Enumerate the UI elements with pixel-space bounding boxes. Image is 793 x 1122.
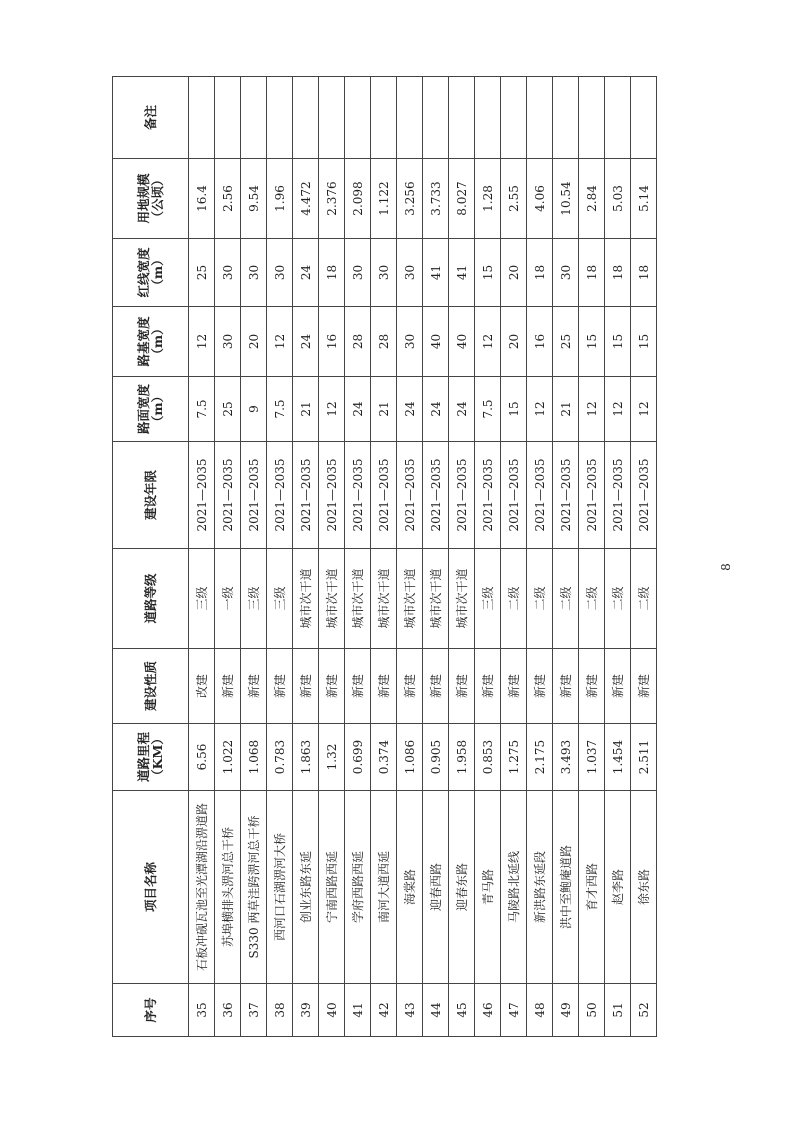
table-row (319, 77, 345, 1037)
cell-land: 2.55 (501, 159, 527, 239)
cell-period: 2021—2035 (501, 442, 527, 549)
cell-remarks (215, 77, 241, 159)
cell-seq: 48 (527, 984, 553, 1037)
cell-subgrade: 30 (215, 307, 241, 377)
cell-nature: 新建 (215, 649, 241, 724)
cell-redline: 24 (293, 239, 319, 307)
header-period: 建设年限 (113, 442, 189, 549)
cell-subgrade: 24 (293, 307, 319, 377)
cell-grade: 城市次干道 (423, 549, 449, 649)
cell-grade: 二级 (631, 549, 657, 649)
cell-length: 0.783 (267, 724, 293, 791)
cell-grade: 三级 (267, 549, 293, 649)
cell-land: 4.472 (293, 159, 319, 239)
cell-length: 3.493 (553, 724, 579, 791)
cell-subgrade: 20 (501, 307, 527, 377)
cell-remarks (527, 77, 553, 159)
cell-period: 2021—2035 (345, 442, 371, 549)
cell-length: 1.32 (319, 724, 345, 791)
cell-pavement: 9 (241, 377, 267, 442)
cell-length: 1.086 (397, 724, 423, 791)
cell-nature: 新建 (423, 649, 449, 724)
table-row (501, 77, 527, 1037)
cell-pavement: 12 (631, 377, 657, 442)
cell-name: 青马路 (475, 791, 501, 984)
table-body (189, 77, 657, 1037)
cell-remarks (631, 77, 657, 159)
cell-period: 2021—2035 (189, 442, 215, 549)
cell-pavement: 7.5 (267, 377, 293, 442)
cell-seq: 44 (423, 984, 449, 1037)
header-name: 项目名称 (113, 791, 189, 984)
cell-seq: 52 (631, 984, 657, 1037)
cell-land: 9.54 (241, 159, 267, 239)
cell-grade: 城市次干道 (293, 549, 319, 649)
cell-pavement: 21 (371, 377, 397, 442)
cell-period: 2021—2035 (371, 442, 397, 549)
cell-pavement: 12 (579, 377, 605, 442)
cell-redline: 18 (527, 239, 553, 307)
table-row (215, 77, 241, 1037)
cell-seq: 41 (345, 984, 371, 1037)
cell-pavement: 12 (605, 377, 631, 442)
cell-nature: 新建 (475, 649, 501, 724)
cell-redline: 30 (397, 239, 423, 307)
cell-period: 2021—2035 (605, 442, 631, 549)
cell-nature: 新建 (371, 649, 397, 724)
cell-pavement: 12 (319, 377, 345, 442)
header-redline-unit: （m） (149, 253, 165, 292)
cell-period: 2021—2035 (527, 442, 553, 549)
road-projects-table (112, 76, 657, 1037)
header-redline-label: 红线宽度 (135, 247, 151, 298)
header-subgrade-label: 路基宽度 (135, 316, 151, 367)
cell-subgrade: 15 (579, 307, 605, 377)
cell-name: 赵李路 (605, 791, 631, 984)
cell-remarks (189, 77, 215, 159)
cell-redline: 18 (605, 239, 631, 307)
cell-pavement: 7.5 (475, 377, 501, 442)
cell-pavement: 24 (345, 377, 371, 442)
cell-remarks (475, 77, 501, 159)
cell-name: 西河口石湖淠河大桥 (267, 791, 293, 984)
table-row (397, 77, 423, 1037)
cell-subgrade: 12 (267, 307, 293, 377)
cell-redline: 30 (267, 239, 293, 307)
cell-grade: 城市次干道 (319, 549, 345, 649)
cell-seq: 43 (397, 984, 423, 1037)
cell-land: 1.28 (475, 159, 501, 239)
cell-length: 1.863 (293, 724, 319, 791)
table-row (527, 77, 553, 1037)
cell-remarks (579, 77, 605, 159)
cell-remarks (293, 77, 319, 159)
table-row (579, 77, 605, 1037)
cell-subgrade: 25 (553, 307, 579, 377)
cell-seq: 46 (475, 984, 501, 1037)
cell-grade: 一级 (215, 549, 241, 649)
cell-seq: 35 (189, 984, 215, 1037)
cell-pavement: 12 (527, 377, 553, 442)
cell-length: 2.511 (631, 724, 657, 791)
header-nature: 建设性质 (113, 649, 189, 724)
cell-length: 0.905 (423, 724, 449, 791)
cell-seq: 36 (215, 984, 241, 1037)
cell-land: 8.027 (449, 159, 475, 239)
cell-remarks (345, 77, 371, 159)
cell-pavement: 7.5 (189, 377, 215, 442)
cell-redline: 20 (501, 239, 527, 307)
cell-name: 新洪路东延段 (527, 791, 553, 984)
header-length (113, 724, 189, 791)
cell-pavement: 24 (397, 377, 423, 442)
cell-period: 2021—2035 (241, 442, 267, 549)
cell-name: 育才西路 (579, 791, 605, 984)
table-row (449, 77, 475, 1037)
cell-pavement: 24 (423, 377, 449, 442)
cell-nature: 新建 (501, 649, 527, 724)
cell-subgrade: 12 (475, 307, 501, 377)
cell-length: 1.068 (241, 724, 267, 791)
cell-name: 学府西路西延 (345, 791, 371, 984)
cell-land: 1.122 (371, 159, 397, 239)
cell-length: 1.022 (215, 724, 241, 791)
table-row (345, 77, 371, 1037)
cell-period: 2021—2035 (423, 442, 449, 549)
cell-grade: 二级 (553, 549, 579, 649)
cell-remarks (319, 77, 345, 159)
cell-period: 2021—2035 (293, 442, 319, 549)
cell-seq: 45 (449, 984, 475, 1037)
cell-land: 2.84 (579, 159, 605, 239)
cell-grade: 三级 (475, 549, 501, 649)
cell-remarks (449, 77, 475, 159)
cell-grade: 二级 (501, 549, 527, 649)
cell-redline: 30 (215, 239, 241, 307)
header-seq: 序号 (113, 984, 189, 1037)
cell-length: 0.853 (475, 724, 501, 791)
cell-pavement: 25 (215, 377, 241, 442)
header-subgrade (113, 307, 189, 377)
cell-length: 1.958 (449, 724, 475, 791)
cell-grade: 城市次干道 (449, 549, 475, 649)
cell-redline: 18 (579, 239, 605, 307)
cell-seq: 40 (319, 984, 345, 1037)
cell-land: 2.098 (345, 159, 371, 239)
cell-land: 1.96 (267, 159, 293, 239)
cell-period: 2021—2035 (319, 442, 345, 549)
cell-name: 迎春西路 (423, 791, 449, 984)
cell-length: 0.699 (345, 724, 371, 791)
header-pavement-label: 路面宽度 (135, 384, 151, 435)
header-pavement (113, 377, 189, 442)
cell-period: 2021—2035 (215, 442, 241, 549)
cell-nature: 新建 (267, 649, 293, 724)
cell-period: 2021—2035 (475, 442, 501, 549)
cell-remarks (371, 77, 397, 159)
cell-land: 3.256 (397, 159, 423, 239)
cell-nature: 新建 (319, 649, 345, 724)
cell-seq: 49 (553, 984, 579, 1037)
cell-subgrade: 12 (189, 307, 215, 377)
cell-length: 1.037 (579, 724, 605, 791)
cell-name: 宁南西路西延 (319, 791, 345, 984)
cell-redline: 18 (319, 239, 345, 307)
cell-length: 0.374 (371, 724, 397, 791)
table-row (189, 77, 215, 1037)
cell-name: 徐东路 (631, 791, 657, 984)
cell-seq: 37 (241, 984, 267, 1037)
cell-redline: 30 (553, 239, 579, 307)
table-row (293, 77, 319, 1037)
cell-nature: 新建 (527, 649, 553, 724)
cell-nature: 新建 (345, 649, 371, 724)
cell-nature: 新建 (605, 649, 631, 724)
cell-grade: 二级 (605, 549, 631, 649)
cell-land: 4.06 (527, 159, 553, 239)
header-land-unit: （公顷） (149, 173, 165, 224)
header-grade: 道路等级 (113, 549, 189, 649)
cell-nature: 新建 (579, 649, 605, 724)
cell-redline: 25 (189, 239, 215, 307)
header-remarks: 备注 (113, 77, 189, 159)
cell-redline: 30 (371, 239, 397, 307)
table-row (423, 77, 449, 1037)
cell-grade: 城市次干道 (345, 549, 371, 649)
table-row (553, 77, 579, 1037)
cell-remarks (501, 77, 527, 159)
cell-name: 洪中至鲍庵道路 (553, 791, 579, 984)
cell-redline: 30 (241, 239, 267, 307)
cell-grade: 二级 (579, 549, 605, 649)
table-row (241, 77, 267, 1037)
cell-name: 马陵路北延线 (501, 791, 527, 984)
cell-name: 海棠路 (397, 791, 423, 984)
table-row (605, 77, 631, 1037)
cell-subgrade: 15 (631, 307, 657, 377)
cell-period: 2021—2035 (553, 442, 579, 549)
header-subgrade-unit: （m） (149, 322, 165, 361)
cell-pavement: 21 (553, 377, 579, 442)
cell-land: 2.56 (215, 159, 241, 239)
cell-land: 2.376 (319, 159, 345, 239)
cell-redline: 15 (475, 239, 501, 307)
cell-name: 石板冲砚瓦池至光潭湖沿淠道路 (189, 791, 215, 984)
cell-nature: 新建 (553, 649, 579, 724)
cell-land: 16.4 (189, 159, 215, 239)
cell-subgrade: 28 (345, 307, 371, 377)
cell-grade: 三级 (241, 549, 267, 649)
cell-nature: 新建 (449, 649, 475, 724)
cell-name: 苏埠横排头淠河总干桥 (215, 791, 241, 984)
cell-grade: 城市次干道 (371, 549, 397, 649)
cell-name: 南河大道西延 (371, 791, 397, 984)
cell-remarks (397, 77, 423, 159)
cell-nature: 新建 (293, 649, 319, 724)
cell-redline: 18 (631, 239, 657, 307)
cell-subgrade: 40 (449, 307, 475, 377)
cell-seq: 42 (371, 984, 397, 1037)
cell-period: 2021—2035 (631, 442, 657, 549)
cell-seq: 51 (605, 984, 631, 1037)
header-land (113, 159, 189, 239)
cell-remarks (423, 77, 449, 159)
page-number: 8 (719, 563, 733, 571)
header-land-label: 用地规模 (135, 173, 151, 224)
cell-land: 10.54 (553, 159, 579, 239)
cell-land: 3.733 (423, 159, 449, 239)
cell-period: 2021—2035 (579, 442, 605, 549)
cell-seq: 50 (579, 984, 605, 1037)
table-row (631, 77, 657, 1037)
cell-remarks (241, 77, 267, 159)
cell-land: 5.03 (605, 159, 631, 239)
cell-seq: 39 (293, 984, 319, 1037)
table-row (371, 77, 397, 1037)
cell-nature: 新建 (397, 649, 423, 724)
header-redline (113, 239, 189, 307)
cell-grade: 三级 (189, 549, 215, 649)
cell-length: 1.454 (605, 724, 631, 791)
cell-nature: 改建 (189, 649, 215, 724)
cell-period: 2021—2035 (449, 442, 475, 549)
cell-seq: 38 (267, 984, 293, 1037)
cell-pavement: 24 (449, 377, 475, 442)
cell-subgrade: 15 (605, 307, 631, 377)
cell-grade: 二级 (527, 549, 553, 649)
table-row (475, 77, 501, 1037)
cell-nature: 新建 (241, 649, 267, 724)
header-pavement-unit: （m） (149, 389, 165, 429)
cell-remarks (267, 77, 293, 159)
cell-nature: 新建 (631, 649, 657, 724)
table-row (267, 77, 293, 1037)
cell-subgrade: 40 (423, 307, 449, 377)
cell-length: 1.275 (501, 724, 527, 791)
rotated-table-wrapper (112, 77, 657, 1037)
cell-redline: 41 (449, 239, 475, 307)
cell-redline: 41 (423, 239, 449, 307)
cell-period: 2021—2035 (267, 442, 293, 549)
table-header-row (113, 77, 189, 1037)
cell-name: 创业东路东延 (293, 791, 319, 984)
cell-period: 2021—2035 (397, 442, 423, 549)
cell-name: 迎春东路 (449, 791, 475, 984)
cell-remarks (553, 77, 579, 159)
cell-redline: 30 (345, 239, 371, 307)
cell-length: 6.56 (189, 724, 215, 791)
cell-subgrade: 16 (319, 307, 345, 377)
cell-seq: 47 (501, 984, 527, 1037)
cell-subgrade: 28 (371, 307, 397, 377)
cell-subgrade: 16 (527, 307, 553, 377)
cell-subgrade: 20 (241, 307, 267, 377)
header-length-unit: （KM） (149, 732, 165, 782)
cell-subgrade: 30 (397, 307, 423, 377)
cell-remarks (605, 77, 631, 159)
cell-pavement: 21 (293, 377, 319, 442)
cell-land: 5.14 (631, 159, 657, 239)
cell-name: S330 两草洼跨淠河总干桥 (241, 791, 267, 984)
header-length-label: 道路里程 (135, 732, 151, 783)
cell-length: 2.175 (527, 724, 553, 791)
cell-pavement: 15 (501, 377, 527, 442)
cell-grade: 城市次干道 (397, 549, 423, 649)
